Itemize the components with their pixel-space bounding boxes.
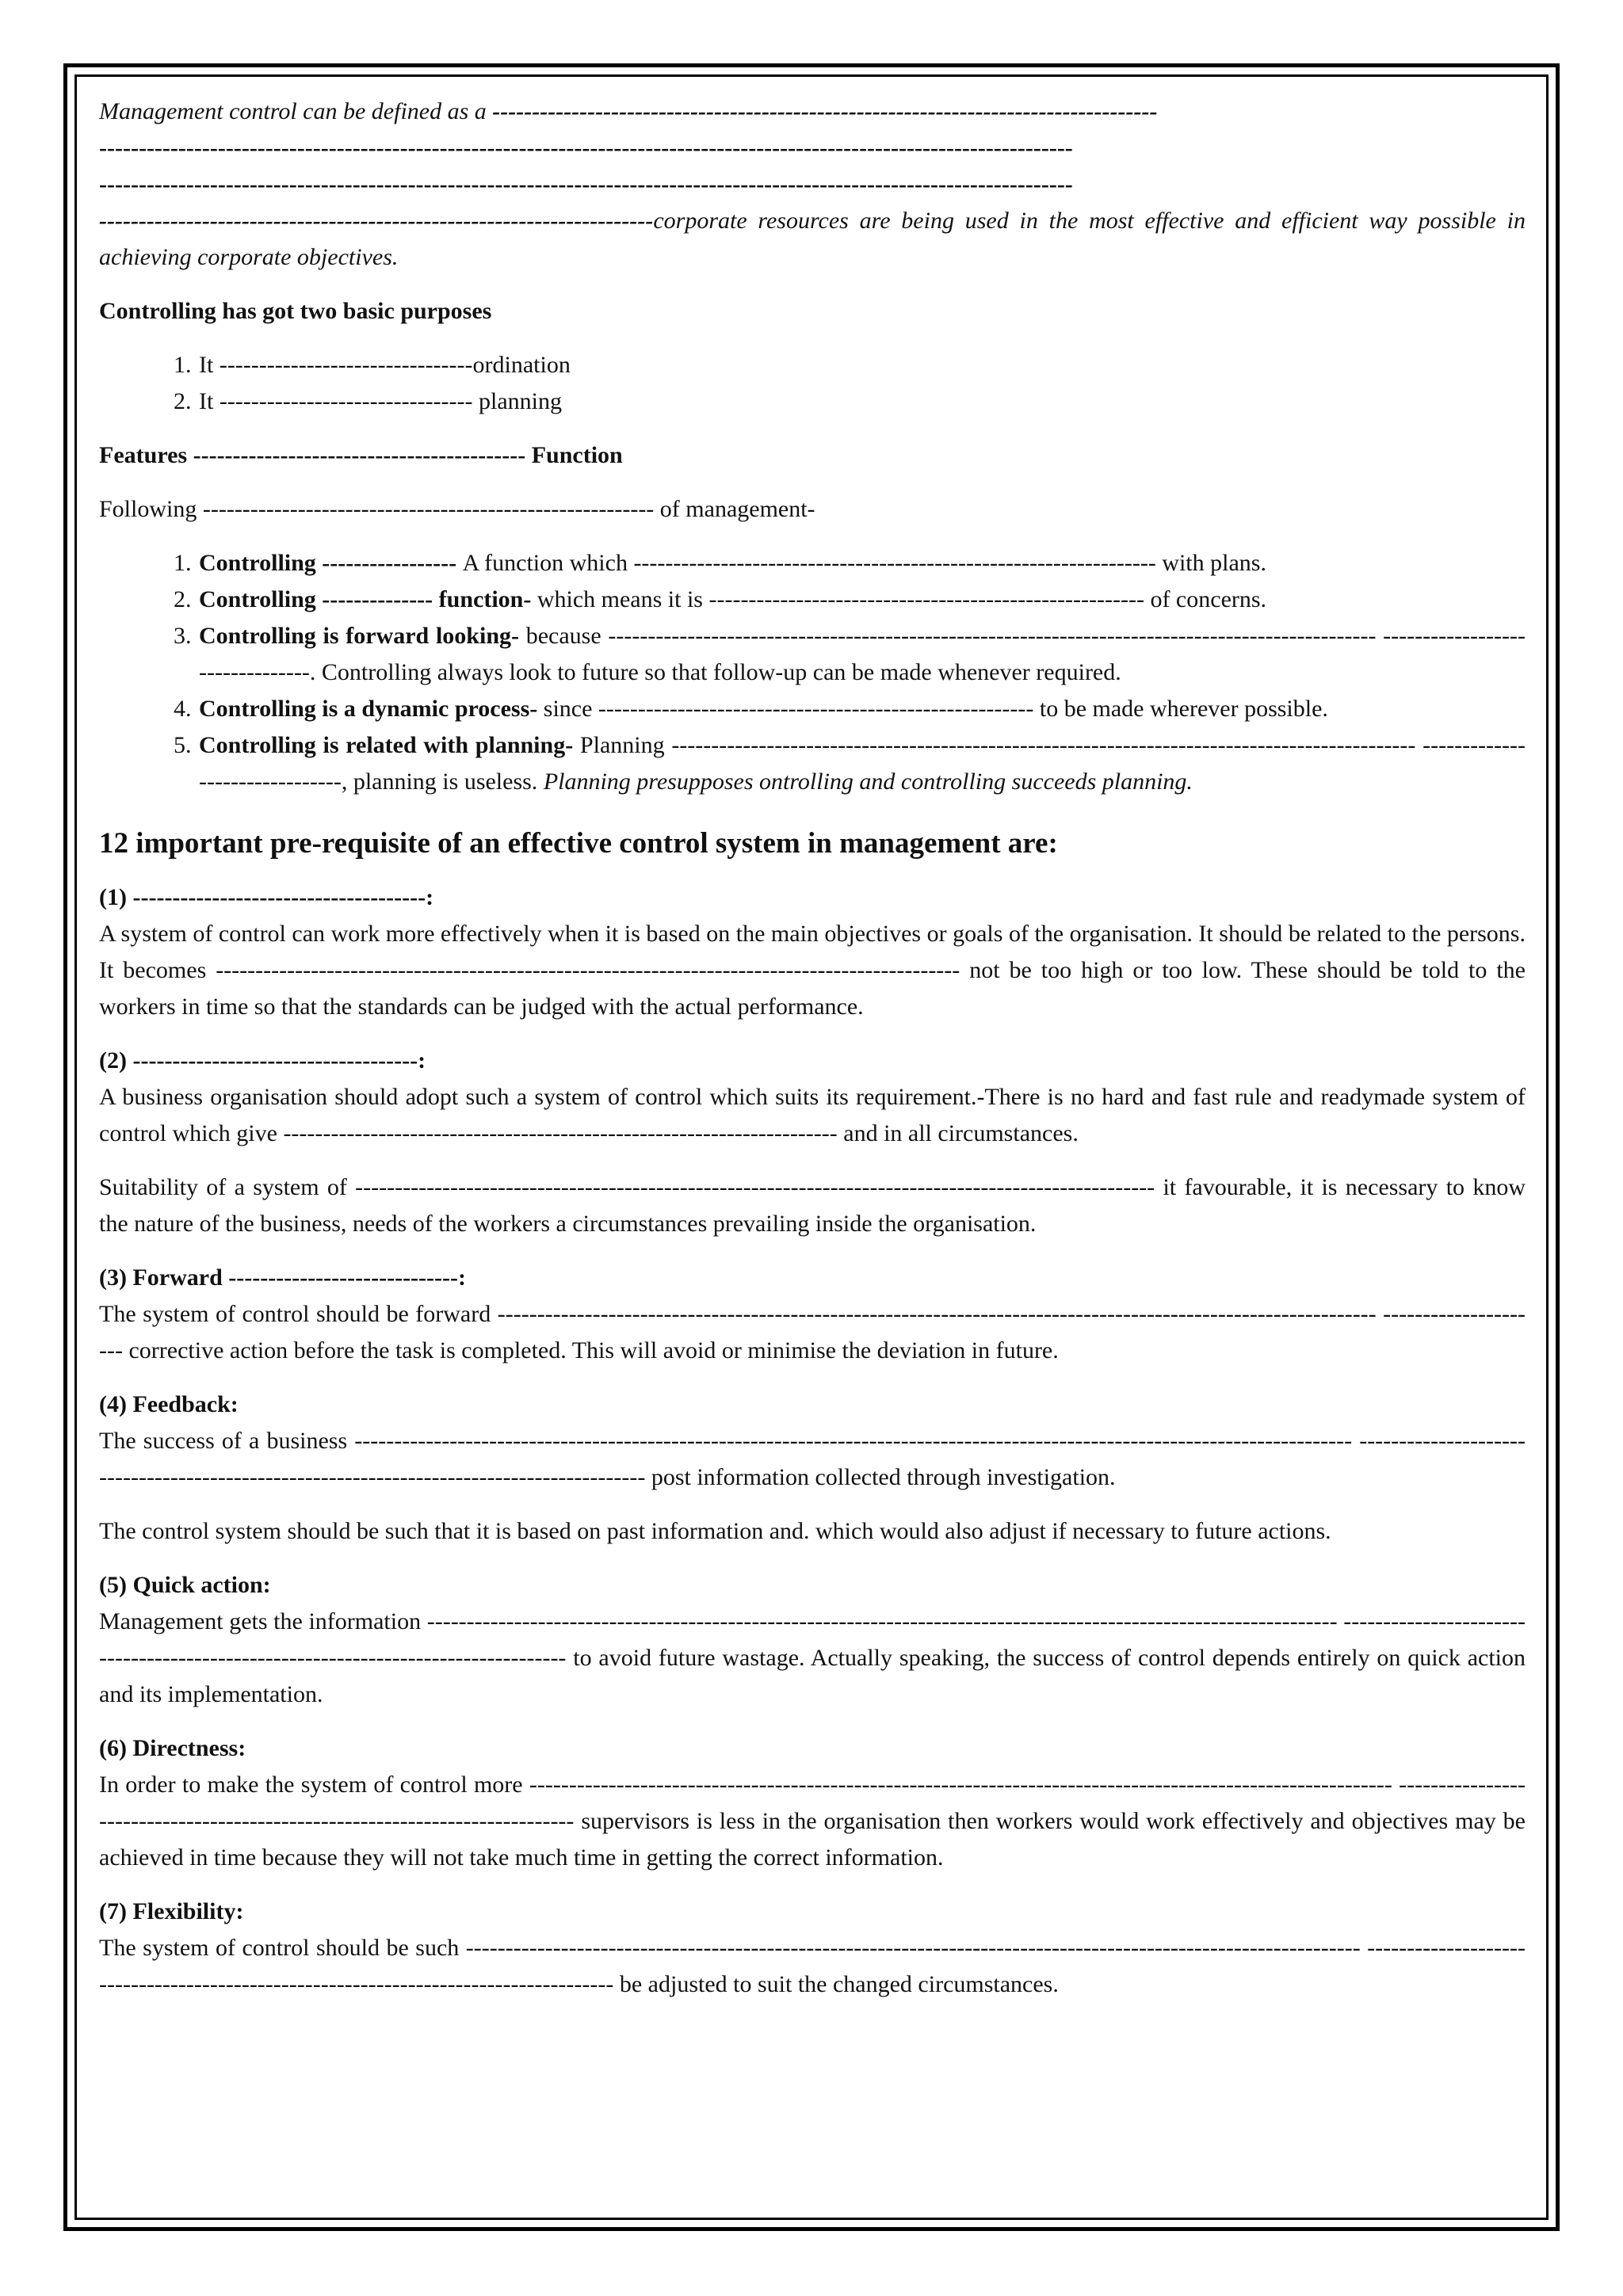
prereq-section-7-para-1: The system of control should be such ----------------------------------------------------------------------------------------------------------------- ------------------------------------------------------------------------------------- be adjusted to suit the changed circumstances. — [99, 1935, 1526, 1997]
prereq-section-5 — [99, 1567, 1526, 1713]
feature-item-2-bold: Controlling -------------- function- — [199, 586, 532, 612]
prereq-section-7-title: (7) Flexibility: — [99, 1898, 244, 1924]
features-heading-a: Features — [99, 442, 188, 468]
prereq-section-1 — [99, 879, 1526, 1025]
prereq-section-4-para-1: The success of a business ------------------------------------------------------------------------------------------------------------------------------ ------------------------------------------------------------------------------------------ post information collected through investigation. — [99, 1428, 1526, 1490]
feature-item-2-text: which means it is ------------------------------------------------------- of concerns. — [531, 586, 1267, 612]
feature-item-5-bold: Controlling is related with planning- — [199, 732, 574, 758]
prereq-section-5-title: (5) Quick action: — [99, 1572, 271, 1598]
definition-lead: Management control can be defined as a — [99, 98, 487, 124]
feature-item-3-bold: Controlling is forward looking- — [199, 623, 519, 649]
prereq-section-2-title: (2) ------------------------------------: — [99, 1047, 426, 1074]
features-heading-b: Function — [531, 442, 623, 468]
feature-item-5-text: Planning ---------------------------------------------------------------------------------------------- -------------------------------, planning is useless. — [199, 732, 1526, 795]
prereq-section-4-title: (4) Feedback: — [99, 1391, 239, 1417]
prereq-section-1-title: (1) -------------------------------------: — [99, 884, 434, 910]
prereq-section-7 — [99, 1894, 1526, 2003]
definition-blank-2: --------------------------------------------------------------------------------------------------------------------------- — [99, 135, 1073, 161]
prereq-section-5-para-1: Management gets the information ------------------------------------------------------------------------------------------------------------------- ---------------------------------------------------------------------------------- to avoid future wastage. Actually speaking, the success of control depends entirely on quick action and its implementation. — [99, 1608, 1526, 1707]
document-body — [99, 93, 1526, 2003]
feature-item-4-text: since ------------------------------------------------------- to be made wherever possible. — [537, 696, 1328, 722]
feature-item-1 — [197, 545, 1526, 582]
prereq-section-6-para-1: In order to make the system of control more ------------------------------------------------------------------------------------------------------------- ---------------------------------------------------------------------------- supervisors is less in the organisation then workers would work effectively and objectives may be achieved in time because they will not take much time in getting the correct information. — [99, 1772, 1526, 1871]
definition-tail: corporate resources are being used in the most effective and efficient way possible in achieving corporate objectives. — [99, 208, 1526, 270]
prereq-section-2-para-1: A business organisation should adopt such a system of control which suits its requirement.-There is no hard and fast rule and readymade system of control which give ---------------------------------------------------------------------- and in all circumstances. — [99, 1084, 1526, 1146]
purposes-list — [99, 347, 1526, 420]
prereq-section-3 — [99, 1260, 1526, 1369]
prereq-section-2 — [99, 1043, 1526, 1242]
prereq-title: 12 important pre-requisite of an effective control system in management are: — [99, 827, 1058, 860]
feature-item-5 — [197, 727, 1526, 800]
prereq-section-2-para-2: Suitability of a system of ----------------------------------------------------------------------------------------------------- it favourable, it is necessary to know the nature of the business, needs of the workers a circumstances prevailing inside the organisation. — [99, 1174, 1526, 1237]
feature-item-3 — [197, 618, 1526, 691]
definition-blank-3: --------------------------------------------------------------------------------------------------------------------------- — [99, 171, 1073, 197]
prereq-section-4-para-2: The control system should be such that it is based on past information and. which would also adjust if necessary to future actions. — [99, 1518, 1331, 1544]
purpose-item-2: 2. It -------------------------------- planning — [197, 383, 1526, 420]
feature-item-1-text: A function which ------------------------------------------------------------------ with plans. — [462, 550, 1266, 576]
prereq-section-6 — [99, 1730, 1526, 1876]
feature-item-4 — [197, 691, 1526, 727]
definition-blank-4: ---------------------------------------------------------------------- — [99, 208, 654, 234]
prereq-section-1-para-1: A system of control can work more effectively when it is based on the main objectives or goals of the organisation. It should be related to the persons. It becomes ---------------------------------------------------------------------------------------------- not be too high or too low. These should be told to the workers in time so that the standards can be judged with the actual performance. — [99, 921, 1526, 1020]
feature-item-3-text: because ------------------------------------------------------------------------------------------------- --------------------------------. Controlling always look to future so that follow-up can be made whenever required. — [199, 623, 1526, 685]
purpose-item-1: 1. It --------------------------------ordination — [197, 347, 1526, 383]
feature-item-5-italic: Planning presupposes ontrolling and controlling succeeds planning. — [543, 769, 1193, 795]
prereq-section-3-para-1: The system of control should be forward --------------------------------------------------------------------------------------------------------------- --------------------- corrective action before the task is completed. This will avoid or minimise the deviation in future. — [99, 1301, 1526, 1363]
definition-blank-1: ------------------------------------------------------------------------------------ — [492, 98, 1158, 124]
features-intro: Following --------------------------------------------------------- of management- — [99, 496, 815, 522]
prereq-section-4 — [99, 1386, 1526, 1550]
features-list — [99, 545, 1526, 800]
feature-item-1-bold: Controlling ----------------- — [199, 550, 463, 576]
feature-item-4-bold: Controlling is a dynamic process- — [199, 696, 538, 722]
features-heading — [99, 437, 1526, 474]
prereq-section-6-title: (6) Directness: — [99, 1735, 246, 1761]
definition-paragraph — [99, 93, 1526, 276]
features-heading-dashes: ------------------------------------------ — [187, 442, 532, 468]
feature-item-2 — [197, 582, 1526, 618]
prereq-section-3-title: (3) Forward -----------------------------: — [99, 1264, 466, 1291]
purposes-heading: Controlling has got two basic purposes — [99, 298, 492, 324]
